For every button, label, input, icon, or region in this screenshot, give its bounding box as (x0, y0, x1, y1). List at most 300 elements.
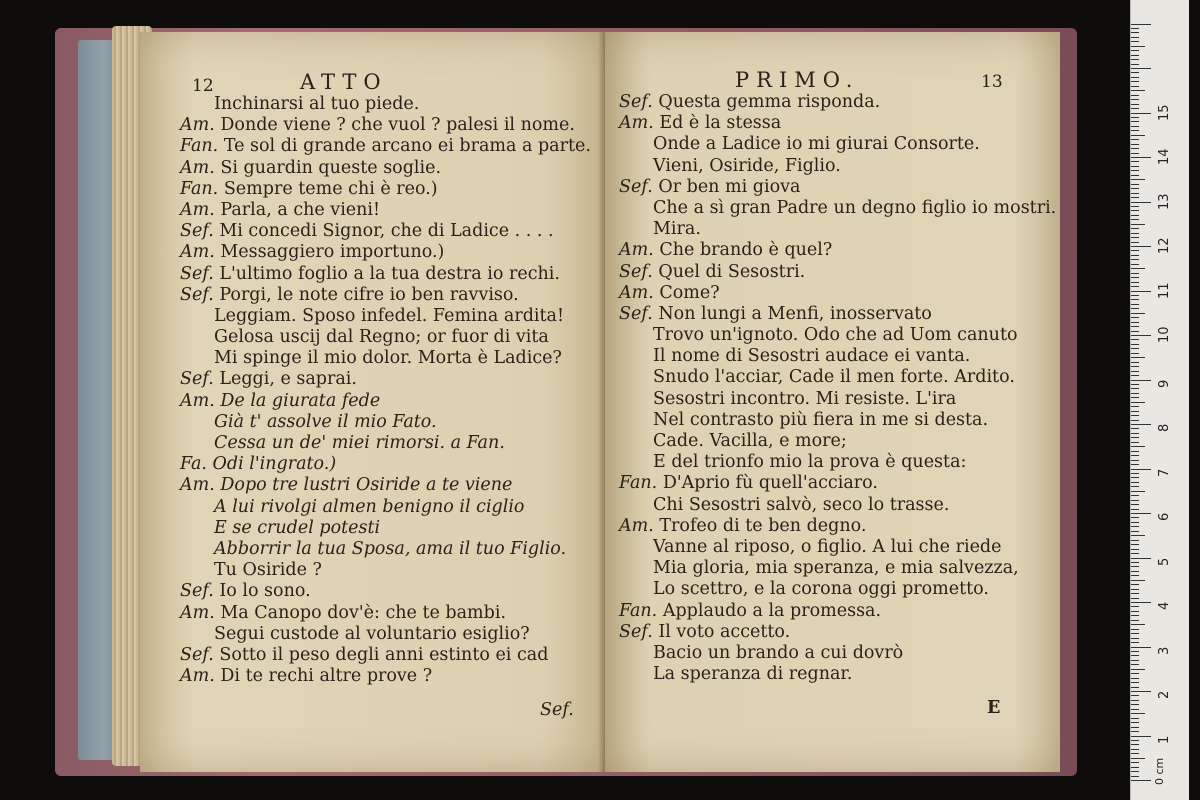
ruler-tick (1131, 749, 1139, 750)
ruler-tick (1131, 722, 1139, 723)
line-text: Questa gemma risponda. (658, 92, 881, 112)
speaker-label: Am. (619, 240, 654, 261)
speaker-label: Am. (180, 602, 215, 623)
speaker-label: Sef. (619, 92, 653, 112)
text-line (180, 603, 591, 624)
speaker-label: Sef. (180, 369, 214, 390)
line-text: Donde viene ? che vuol ? palesi il nome. (220, 115, 575, 136)
text-line (619, 325, 1056, 346)
line-text: Sotto il peso degli anni estinto ei cad (219, 644, 549, 665)
ruler-number: 14 (1157, 148, 1172, 165)
speaker-label: Sef. (619, 621, 653, 642)
text-line (180, 285, 591, 306)
ruler-tick (1131, 740, 1139, 741)
ruler-tick (1131, 780, 1151, 781)
ruler-tick (1131, 611, 1139, 612)
ruler-tick (1131, 442, 1139, 443)
ruler-tick (1131, 700, 1139, 701)
text-line (180, 497, 591, 518)
ruler-tick (1131, 424, 1151, 425)
line-text: Porgi, le note cifre io ben ravviso. (219, 284, 519, 305)
line-text: Inchinarsi al tuo piede. (214, 94, 420, 114)
ruler-tick (1131, 420, 1139, 421)
ruler-tick (1131, 517, 1139, 518)
text-line (180, 518, 591, 539)
ruler-tick (1131, 504, 1139, 505)
line-text: Vanne al riposo, o figlio. A lui che riede (653, 536, 1002, 557)
ruler-tick (1131, 335, 1151, 336)
ruler-tick (1131, 669, 1145, 670)
text-line (180, 412, 591, 433)
text-line (619, 156, 1056, 177)
text-line (180, 645, 591, 666)
running-head: ATTO (300, 70, 388, 94)
ruler-tick (1131, 215, 1139, 216)
ruler-tick (1131, 575, 1139, 576)
ruler-tick (1131, 108, 1139, 109)
text-line (619, 452, 1056, 473)
ruler-tick (1131, 562, 1139, 563)
speaker-label: Sef. (619, 176, 653, 197)
ruler-tick (1131, 157, 1151, 158)
text-line (619, 664, 1056, 685)
ruler-tick (1131, 348, 1139, 349)
line-text: Lo scettro, e la corona oggi prometto. (653, 579, 989, 600)
speaker-label: Sef. (619, 303, 653, 324)
line-text: E del trionfo mio la prova è questa: (653, 452, 967, 473)
ruler-tick (1131, 428, 1139, 429)
ruler-tick (1131, 691, 1151, 692)
text-line (619, 558, 1056, 579)
ruler-tick (1131, 664, 1139, 665)
line-text: Io lo sono. (219, 581, 311, 602)
signature-mark: E (987, 698, 1001, 718)
text-line (180, 136, 591, 157)
ruler-tick (1131, 202, 1151, 203)
ruler-tick (1131, 273, 1139, 274)
ruler-tick (1131, 228, 1139, 229)
ruler-tick (1131, 86, 1139, 87)
ruler-tick (1131, 166, 1139, 167)
line-text: L'ultimo foglio a la tua destra io rechi. (219, 263, 560, 284)
text-line (180, 200, 591, 221)
ruler-tick (1131, 566, 1139, 567)
line-text: Messaggiero importuno.) (220, 242, 445, 263)
text-line (619, 240, 1056, 261)
ruler-tick (1131, 375, 1139, 376)
speaker-label: Sef. (180, 644, 214, 665)
ruler-number: 11 (1157, 281, 1172, 299)
ruler-tick (1131, 397, 1139, 398)
ruler-tick (1131, 304, 1139, 305)
ruler-tick (1131, 28, 1139, 29)
line-text: Trovo un'ignoto. Odo che ad Uom canuto (653, 325, 1018, 346)
ruler-tick (1131, 291, 1151, 292)
ruler-tick (1131, 500, 1139, 501)
ruler-tick (1131, 46, 1145, 47)
ruler-tick (1131, 299, 1139, 300)
ruler-tick (1131, 647, 1151, 648)
line-text: Chi Sesostri salvò, seco lo trasse. (653, 494, 950, 515)
ruler-tick (1131, 469, 1151, 470)
line-text: Si guardin queste soglie. (220, 157, 442, 178)
text-line (180, 158, 591, 179)
line-text: Il voto accetto. (658, 621, 791, 642)
ruler-tick (1131, 695, 1139, 696)
ruler-tick (1131, 55, 1139, 56)
line-text: Che brando è quel? (659, 240, 833, 261)
ruler-tick (1131, 77, 1139, 78)
speaker-label: Am. (180, 199, 215, 220)
ruler-tick (1131, 606, 1139, 607)
ruler-tick (1131, 633, 1139, 634)
speaker-label: Am. (180, 115, 215, 136)
ruler-tick (1131, 282, 1139, 283)
text-line (619, 304, 1056, 325)
text-line (619, 516, 1056, 537)
ruler-tick (1131, 242, 1139, 243)
ruler-tick (1131, 762, 1139, 763)
line-text: Non lungi a Menfi, inosservato (658, 303, 932, 324)
text-line (619, 262, 1056, 283)
ruler-tick (1131, 660, 1139, 661)
ruler-tick (1131, 727, 1139, 728)
ruler-tick (1131, 531, 1139, 532)
text-line (180, 666, 591, 687)
ruler-tick (1131, 317, 1139, 318)
line-text: Cade. Vacilla, e more; (653, 431, 847, 451)
text-line (180, 475, 591, 496)
ruler-tick (1131, 148, 1139, 149)
ruler-tick (1131, 593, 1139, 594)
line-text: Il nome di Sesostri audace ei vanta. (653, 346, 971, 367)
ruler-tick (1131, 486, 1139, 487)
text-line (180, 264, 591, 285)
page-number: 13 (981, 72, 1003, 92)
ruler-tick (1131, 704, 1139, 705)
ruler-number: 12 (1157, 237, 1172, 254)
line-text: Or ben mi giova (658, 176, 801, 197)
ruler-tick (1131, 139, 1139, 140)
ruler-tick (1131, 286, 1139, 287)
text-line (180, 179, 591, 200)
ruler-tick (1131, 206, 1139, 207)
ruler-tick (1131, 464, 1139, 465)
ruler-tick (1131, 59, 1139, 60)
ruler-unit-label: 0 cm (1153, 757, 1166, 785)
line-text: Leggiam. Sposo infedel. Femina ardita! (214, 305, 565, 326)
ruler-tick (1131, 179, 1145, 180)
line-text: Già t' assolve il mio Fato. (214, 411, 437, 432)
ruler-number: 7 (1157, 468, 1172, 477)
text-line (180, 391, 591, 412)
text-line (619, 473, 1056, 494)
speaker-label: Am. (619, 282, 654, 303)
ruler-tick (1131, 535, 1145, 536)
line-text: Ma Canopo dov'è: che te bambi. (220, 602, 507, 623)
text-line (180, 581, 591, 602)
ruler-tick (1131, 615, 1139, 616)
ruler-tick (1131, 99, 1139, 100)
text-line (619, 622, 1056, 643)
text-line (619, 283, 1056, 304)
ruler-tick (1131, 406, 1139, 407)
ruler-tick (1131, 331, 1139, 332)
text-line (619, 198, 1056, 219)
left-page (140, 32, 610, 772)
line-text: Ed è la stessa (659, 113, 782, 134)
ruler-tick (1131, 81, 1139, 82)
ruler-tick (1131, 135, 1145, 136)
ruler-tick (1131, 513, 1151, 514)
text-line (619, 113, 1056, 134)
ruler-tick (1131, 571, 1139, 572)
ruler-tick (1131, 553, 1139, 554)
ruler-tick (1131, 642, 1139, 643)
speaker-label: Sef. (180, 263, 214, 284)
ruler-tick (1131, 32, 1139, 33)
ruler-tick (1131, 736, 1151, 737)
speaker-label: Fa. (180, 454, 207, 475)
ruler-tick (1131, 393, 1139, 394)
catchword: Sef. (540, 700, 574, 720)
ruler-tick (1131, 638, 1139, 639)
ruler-tick (1131, 549, 1139, 550)
ruler-tick (1131, 197, 1139, 198)
ruler-tick (1131, 455, 1139, 456)
text-line (619, 643, 1056, 664)
line-text: Applaudo a la promessa. (662, 600, 882, 621)
ruler-tick (1131, 264, 1139, 265)
speaker-label: Am. (180, 157, 215, 178)
speaker-label: Am. (180, 242, 215, 263)
line-text: De la giurata fede (220, 390, 381, 411)
ruler-tick (1131, 68, 1151, 69)
ruler-tick (1131, 322, 1139, 323)
line-text: Cessa un de' miei rimorsi. a Fan. (214, 433, 505, 453)
text-line (180, 539, 591, 560)
line-text: Come? (659, 282, 720, 303)
ruler-number: 15 (1157, 103, 1172, 121)
speaker-label: Am. (180, 390, 215, 411)
text-line (619, 346, 1056, 367)
ruler-tick (1131, 526, 1139, 527)
ruler-tick (1131, 371, 1139, 372)
ruler-tick (1131, 544, 1139, 545)
ruler-tick (1131, 113, 1151, 114)
ruler-tick (1131, 161, 1139, 162)
text-line (180, 369, 591, 390)
ruler-tick (1131, 624, 1145, 625)
speaker-label: Sef. (180, 581, 214, 602)
text-line (180, 560, 591, 581)
ruler-tick (1131, 126, 1139, 127)
text-line (619, 495, 1056, 516)
ruler-tick (1131, 682, 1139, 683)
ruler-tick (1131, 589, 1139, 590)
text-line (180, 306, 591, 327)
line-text: Sempre teme chi è reo.) (223, 178, 438, 199)
text-line (180, 454, 591, 475)
ruler-tick (1131, 72, 1139, 73)
text-line (619, 367, 1056, 388)
ruler-number: 5 (1157, 557, 1172, 566)
line-text: Sesostri incontro. Mi resiste. L'ira (653, 388, 957, 409)
ruler-tick (1131, 117, 1139, 118)
text-line (180, 327, 591, 348)
ruler-tick (1131, 451, 1139, 452)
text-line (180, 348, 591, 369)
line-text: Parla, a che vieni! (220, 199, 381, 220)
ruler-tick (1131, 402, 1145, 403)
ruler-tick (1131, 130, 1139, 131)
ruler-tick (1131, 495, 1139, 496)
ruler-tick (1131, 580, 1145, 581)
ruler-tick (1131, 380, 1151, 381)
ruler-tick (1131, 771, 1139, 772)
ruler-tick (1131, 709, 1139, 710)
running-head: PRIMO. (735, 68, 860, 92)
speaker-label: Fan. (180, 178, 219, 199)
text-line (619, 92, 1056, 113)
ruler-number: 6 (1157, 512, 1172, 521)
ruler-tick (1131, 295, 1139, 296)
line-text: Segui custode al voluntario esiglio? (214, 623, 530, 644)
line-text: Di te rechi altre prove ? (220, 666, 433, 687)
text-line (180, 242, 591, 263)
line-text: Trofeo di te ben degno. (659, 515, 867, 536)
ruler-tick (1131, 255, 1139, 256)
ruler-tick (1131, 602, 1151, 603)
ruler-tick (1131, 437, 1139, 438)
ruler-number: 9 (1157, 379, 1172, 388)
text-line (619, 389, 1056, 410)
line-text: Mira. (653, 219, 701, 240)
ruler-tick (1131, 758, 1145, 759)
line-text: Dopo tre lustri Osiride a te viene (220, 475, 513, 496)
ruler-number: 2 (1157, 690, 1172, 699)
text-line (619, 537, 1056, 558)
line-text: La speranza di regnar. (653, 664, 853, 685)
ruler-tick (1131, 446, 1145, 447)
ruler-tick (1131, 188, 1139, 189)
ruler-tick (1131, 277, 1139, 278)
right-page (605, 32, 1060, 772)
line-text: Mia gloria, mia speranza, e mia salvezza, (653, 558, 1019, 579)
ruler-tick (1131, 433, 1139, 434)
ruler-tick (1131, 655, 1139, 656)
ruler-tick (1131, 584, 1139, 585)
ruler-tick (1131, 353, 1139, 354)
speaker-label: Fan. (619, 600, 658, 621)
line-text: Quel di Sesostri. (658, 261, 806, 282)
ruler-tick (1131, 620, 1139, 621)
ruler-tick (1131, 673, 1139, 674)
speaker-label: Fan. (619, 473, 658, 494)
ruler-tick (1131, 170, 1139, 171)
speaker-label: Fan. (180, 136, 219, 157)
ruler-tick (1131, 411, 1139, 412)
ruler-number: 3 (1157, 646, 1172, 655)
right-page-text (619, 92, 1056, 685)
ruler-tick (1131, 482, 1139, 483)
speaker-label: Am. (180, 666, 215, 687)
text-line (619, 177, 1056, 198)
ruler-tick (1131, 224, 1145, 225)
ruler-tick (1131, 259, 1139, 260)
ruler-tick (1131, 233, 1139, 234)
ruler-tick (1131, 121, 1139, 122)
ruler-tick (1131, 237, 1139, 238)
ruler-tick (1131, 50, 1139, 51)
measuring-ruler (1130, 0, 1189, 800)
ruler-number: 1 (1157, 735, 1172, 744)
ruler-tick (1131, 268, 1145, 269)
ruler-number: 8 (1157, 423, 1172, 432)
ruler-tick (1131, 473, 1139, 474)
ruler-number: 10 (1157, 326, 1172, 343)
ruler-tick (1131, 744, 1139, 745)
ruler-tick (1131, 90, 1145, 91)
text-line (619, 431, 1056, 452)
ruler-tick (1131, 491, 1145, 492)
text-line (180, 115, 591, 136)
line-text: Che a sì gran Padre un degno figlio io mostri. (653, 197, 1057, 218)
speaker-label: Am. (180, 475, 215, 496)
line-text: Tu Osiride ? (214, 560, 322, 581)
ruler-tick (1131, 366, 1139, 367)
ruler-tick (1131, 629, 1139, 630)
left-page-text (180, 94, 591, 687)
ruler-tick (1131, 509, 1139, 510)
line-text: Gelosa uscij dal Regno; or fuor di vita (214, 327, 549, 348)
line-text: Vieni, Osiride, Figlio. (653, 155, 841, 176)
line-text: Abborrir la tua Sposa, ama il tuo Figlio. (214, 538, 567, 559)
ruler-tick (1131, 175, 1139, 176)
speaker-label: Sef. (619, 261, 653, 282)
ruler-tick (1131, 753, 1139, 754)
ruler-tick (1131, 540, 1139, 541)
text-line (619, 601, 1056, 622)
ruler-tick (1131, 384, 1139, 385)
ruler-tick (1131, 326, 1139, 327)
ruler-tick (1131, 776, 1139, 777)
line-text: Snudo l'acciar, Cade il men forte. Ardito. (653, 367, 1015, 388)
ruler-tick (1131, 339, 1139, 340)
ruler-tick (1131, 246, 1151, 247)
ruler-tick (1131, 308, 1139, 309)
ruler-tick (1131, 651, 1139, 652)
ruler-tick (1131, 388, 1139, 389)
ruler-tick (1131, 184, 1139, 185)
text-line (180, 221, 591, 242)
ruler-tick (1131, 767, 1139, 768)
text-line (619, 134, 1056, 155)
ruler-tick (1131, 687, 1139, 688)
ruler-tick (1131, 678, 1139, 679)
ruler-tick (1131, 210, 1139, 211)
line-text: Odi l'ingrato.) (212, 454, 337, 475)
text-line (180, 94, 591, 115)
line-text: Nel contrasto più fiera in me si desta. (653, 409, 989, 430)
text-line (619, 579, 1056, 600)
line-text: Bacio un brando a cui dovrò (653, 642, 904, 663)
line-text: E se crudel potesti (214, 517, 381, 538)
line-text: Mi concedi Signor, che di Ladice . . . . (219, 221, 554, 242)
ruler-tick (1131, 64, 1139, 65)
line-text: Onde a Ladice io mi giurai Consorte. (653, 134, 980, 155)
ruler-number: 13 (1157, 192, 1172, 210)
